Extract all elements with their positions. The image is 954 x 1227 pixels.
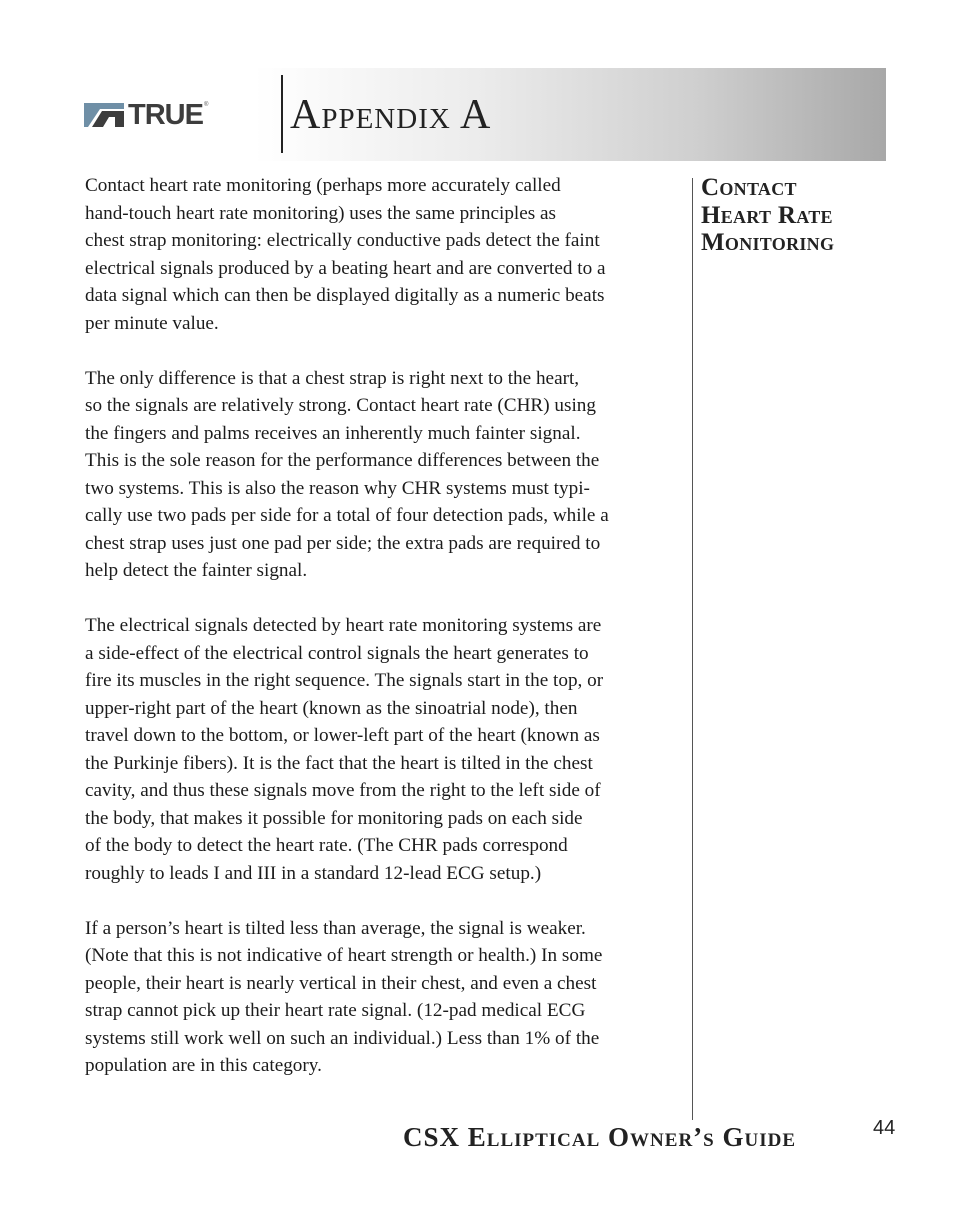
page-number: 44 xyxy=(873,1117,896,1139)
paragraph: If a person’s heart is tilted less than average, the signal is weaker. (Note that this is not indicative of heart strength or health.) In some people, their heart is nearly vertical in their chest, and even a chest strap cannot pick up their heart rate signal. (12-pad medical ECG systems still work well on such an individual.) Less than 1% of the population are in this category. xyxy=(85,917,603,1076)
title-divider xyxy=(281,75,283,153)
column-divider xyxy=(692,178,693,1120)
section-heading: Contact Heart Rate Monitoring xyxy=(701,174,835,256)
page-title: Appendix A xyxy=(290,92,492,138)
footer-guide-title: CSX Elliptical Owner’s Guide xyxy=(403,1122,796,1152)
logo-registered-mark: ® xyxy=(203,102,209,108)
true-logo-mark-icon xyxy=(84,103,124,127)
true-logo xyxy=(84,99,209,131)
paragraph: Contact heart rate monitoring (perhaps more accurately called hand-touch heart rate monitoring) uses the same principles as chest strap monitoring: electrically conductive pads detect the faint electrical signals produced by a beating heart and are converted to a data signal which can then be displayed digitally as a numeric beats per minute value. xyxy=(85,175,606,334)
main-text xyxy=(85,172,680,1107)
paragraph: The only difference is that a chest strap is right next to the heart, so the signals are relatively strong. Contact heart rate (CHR) using the fingers and palms receives an inherently much fainter signal. This is the sole reason for the performance differences between the two systems. This is also the reason why CHR systems must typi- cally use two pads per side for a total of four detection pads, while a chest strap uses just one pad per side; the extra pads are required to help detect the fainter signal. xyxy=(85,367,609,581)
logo-wordmark: TRUE xyxy=(128,99,203,131)
paragraph: The electrical signals detected by heart rate monitoring systems are a side-effect of the electrical control signals the heart generates to fire its muscles in the right sequence. The signals start in the top, or upper-right part of the heart (known as the sinoatrial node), then travel down to the bottom, or lower-left part of the heart (known as the Purkinje fibers). It is the fact that the heart is tilted in the chest cavity, and thus these signals move from the right to the left side of the body, that makes it possible for monitoring pads on each side of the body to detect the heart rate. (The CHR pads correspond roughly to leads I and III in a standard 12-lead ECG setup.) xyxy=(85,615,604,884)
